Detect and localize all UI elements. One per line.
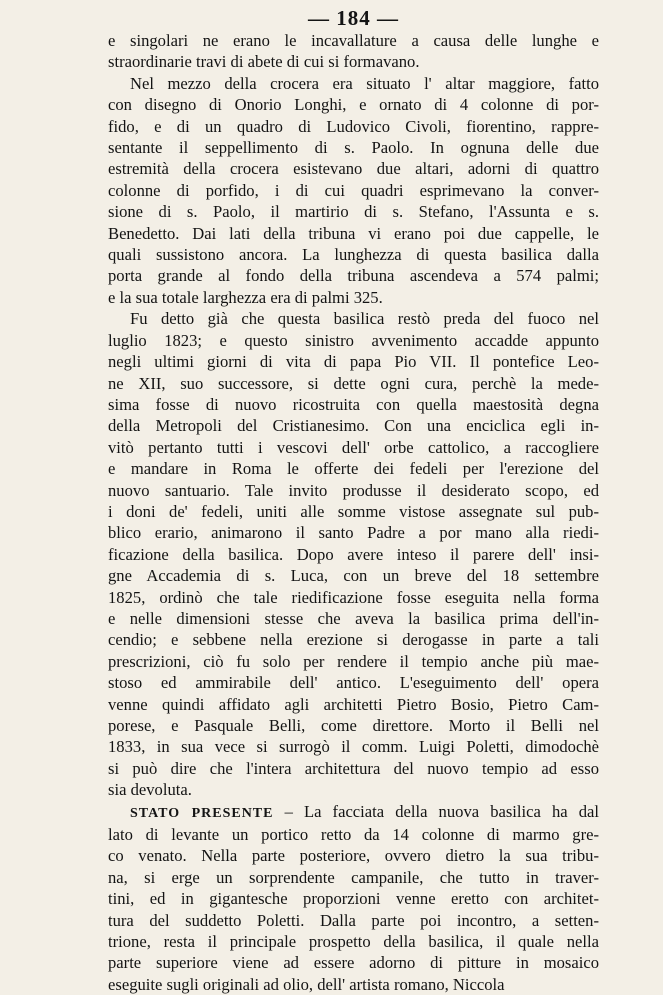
- text-line: [108, 845, 599, 866]
- line-text: Nel mezzo della crocera era situato l' altar maggiore, fatto: [130, 73, 599, 93]
- text-line: [108, 116, 599, 137]
- text-line: [108, 308, 599, 329]
- line-text: eseguite sugli originali ad olio, dell' artista romano, Niccola: [108, 974, 505, 994]
- line-text: sione di s. Paolo, il martirio di s. Stefano, l'Assunta e s.: [108, 202, 599, 222]
- text-line: [108, 824, 599, 845]
- line-text: sentante il seppellimento di s. Paolo. In ognuna delle due: [108, 138, 599, 158]
- line-text: blico erario, animarono il santo Padre a por mano alla riedi-: [108, 523, 599, 543]
- text-line: [108, 779, 599, 800]
- line-text: tini, ed in gigantesche proporzioni venne eretto con architet-: [108, 889, 599, 909]
- text-line: [108, 437, 599, 458]
- text-line: [108, 608, 599, 629]
- line-text: e la sua totale larghezza era di palmi 325.: [108, 287, 383, 307]
- line-text: straordinarie travi di abete di cui si formavano.: [108, 52, 420, 72]
- line-text: trione, resta il principale prospetto della basilica, il quale nella: [108, 932, 599, 952]
- text-line: [108, 458, 599, 479]
- text-line: [108, 244, 599, 265]
- line-text: luglio 1823; e questo sinistro avvenimento accadde appunto: [108, 330, 599, 350]
- line-text: sima fosse di nuovo ricostruita con quella maestosità degna: [108, 394, 599, 414]
- text-line: [108, 137, 599, 158]
- line-text: quali sussistono ancora. La lunghezza di questa basilica dalla: [108, 245, 599, 265]
- paragraph: [108, 801, 599, 995]
- text-line: [108, 736, 599, 757]
- text-line: [108, 672, 599, 693]
- text-line: [108, 180, 599, 201]
- line-text: colonne di porfido, i di cui quadri esprimevano la conver-: [108, 180, 599, 200]
- paragraph: [108, 30, 599, 73]
- line-text: i doni de' fedeli, uniti alle somme vistose assegnate sul pub-: [108, 501, 599, 521]
- paragraph: [108, 73, 599, 308]
- text-line: [108, 910, 599, 931]
- text-line: [108, 30, 599, 51]
- line-text: nuovo santuario. Tale invito produsse il desiderato scopo, ed: [108, 480, 599, 500]
- text-line: [108, 94, 599, 115]
- line-text: sia devoluta.: [108, 780, 192, 800]
- line-text: porta grande al fondo della tribuna ascendeva a 574 palmi;: [108, 266, 599, 286]
- page-text: [108, 30, 599, 995]
- line-text: na, si erge un sorprendente campanile, che tutto in traver-: [108, 867, 599, 887]
- text-line: [108, 565, 599, 586]
- text-line: [108, 501, 599, 522]
- paragraph: [108, 308, 599, 800]
- text-line: [108, 522, 599, 543]
- text-line: [108, 867, 599, 888]
- line-text: gne Accademia di s. Luca, con un breve del 18 settembre: [108, 566, 599, 586]
- text-line: [108, 373, 599, 394]
- line-text: Fu detto già che questa basilica restò preda del fuoco nel: [130, 309, 599, 329]
- line-text: vitò pertanto tutti i vescovi dell' orbe cattolico, a raccogliere: [108, 437, 599, 457]
- line-text: con disegno di Onorio Longhi, e ornato di 4 colonne di por-: [108, 95, 599, 115]
- text-line: [108, 694, 599, 715]
- text-line: [108, 394, 599, 415]
- text-line: [108, 952, 599, 973]
- line-text: 1825, ordinò che tale riedificazione fosse eseguita nella forma: [108, 587, 599, 607]
- text-line: [108, 758, 599, 779]
- text-line: [108, 330, 599, 351]
- line-text: co venato. Nella parte posteriore, ovvero dietro la sua tribu-: [108, 846, 599, 866]
- line-text: fido, e di un quadro di Ludovico Civoli, fiorentino, rappre-: [108, 116, 599, 136]
- line-text: stoso ed ammirabile dell' antico. L'eseguimento dell' opera: [108, 673, 599, 693]
- line-text: si può dire che l'intera architettura del nuovo tempio ad esso: [108, 758, 599, 778]
- text-line: [108, 265, 599, 286]
- line-text: della Metropoli del Cristianesimo. Con una enciclica egli in-: [108, 416, 599, 436]
- text-line: [108, 73, 599, 94]
- text-line: [108, 544, 599, 565]
- line-text: parte superiore viene ad essere adorno di pitture in mosaico: [108, 953, 599, 973]
- text-line: [108, 931, 599, 952]
- line-text: Benedetto. Dai lati della tribuna vi erano poi due cappelle, le: [108, 223, 599, 243]
- line-text: ne XII, suo successore, si dette ogni cura, perchè la mede-: [108, 373, 599, 393]
- line-text: venne quindi affidato agli architetti Pietro Bosio, Pietro Cam-: [108, 694, 599, 714]
- text-line: [108, 480, 599, 501]
- text-line: [108, 629, 599, 650]
- line-text: prescrizioni, ciò fu solo per rendere il tempio anche più mae-: [108, 651, 599, 671]
- section-lead: STATO PRESENTE: [130, 805, 274, 821]
- text-line: [108, 888, 599, 909]
- line-text: ficazione della basilica. Dopo avere inteso il parere dell' insi-: [108, 544, 599, 564]
- text-line: [108, 201, 599, 222]
- line-text: estremità della crocera esistevano due altari, adorni di quattro: [108, 159, 599, 179]
- text-line: [108, 51, 599, 72]
- line-text: cendio; e sebbene nella erezione si derogasse in parte a tali: [108, 630, 599, 650]
- text-line: [108, 287, 599, 308]
- text-line: [108, 801, 599, 824]
- line-text: 1833, in sua vece si surrogò il comm. Luigi Poletti, dimodochè: [108, 737, 599, 757]
- line-text: e singolari ne erano le incavallature a causa delle lunghe e: [108, 31, 599, 50]
- text-line: [108, 974, 599, 995]
- line-text: tura del suddetto Poletti. Dalla parte poi incontro, a setten-: [108, 910, 599, 930]
- text-line: [108, 351, 599, 372]
- line-text: porese, e Pasquale Belli, come direttore. Morto il Belli nel: [108, 716, 599, 735]
- text-line: [108, 223, 599, 244]
- line-text: e mandare in Roma le offerte dei fedeli per l'erezione del: [108, 459, 599, 479]
- line-text: e nelle dimensioni stesse che aveva la basilica prima dell'in-: [108, 608, 599, 628]
- text-line: [108, 415, 599, 436]
- text-line: [108, 587, 599, 608]
- line-text: – La facciata della nuova basilica ha dal: [273, 801, 599, 821]
- text-line: [108, 715, 599, 736]
- text-line: [108, 651, 599, 672]
- page-number: — 184 —: [308, 6, 399, 30]
- line-text: negli ultimi giorni di vita di papa Pio VII. Il pontefice Leo-: [108, 352, 599, 372]
- text-line: [108, 158, 599, 179]
- line-text: lato di levante un portico retto da 14 colonne di marmo gre-: [108, 825, 599, 845]
